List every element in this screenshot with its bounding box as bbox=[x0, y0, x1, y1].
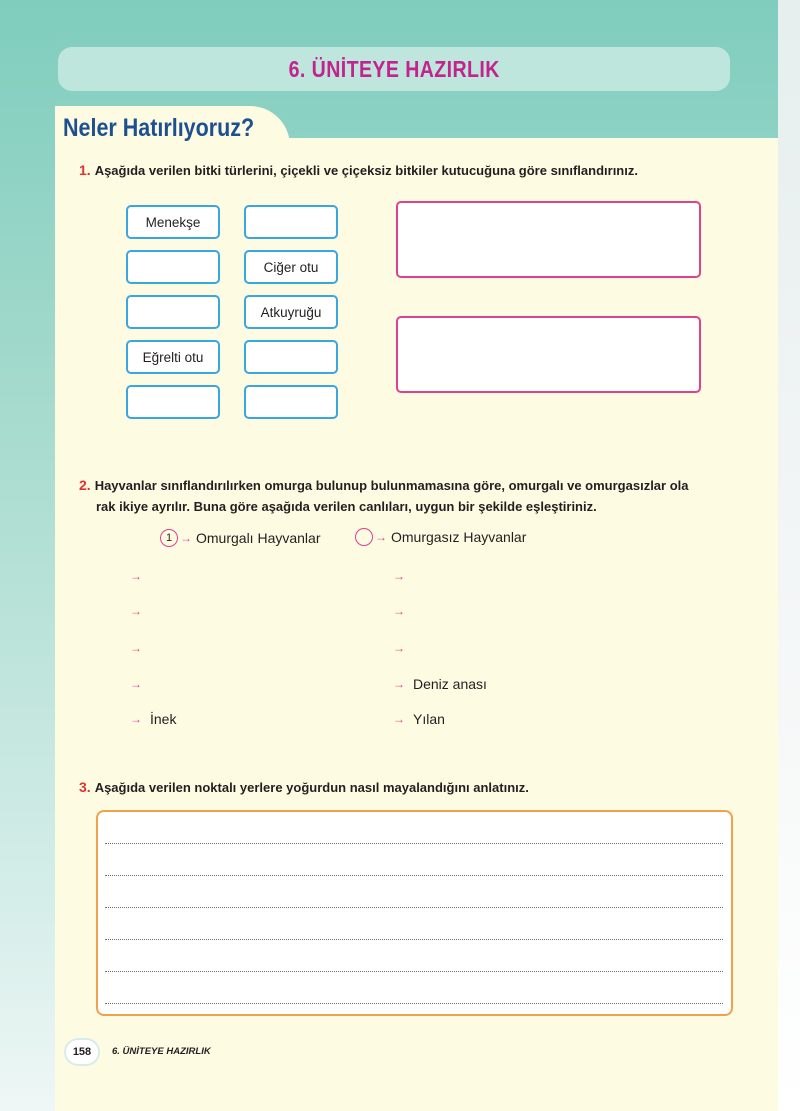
invertebrate-item[interactable] bbox=[393, 638, 413, 658]
title-bar bbox=[58, 47, 730, 91]
plant-box-c1-2[interactable] bbox=[126, 250, 220, 284]
dotted-answer-line[interactable] bbox=[105, 843, 723, 844]
nonflowering-plants-box[interactable] bbox=[396, 316, 701, 393]
plant-box-c2-1[interactable] bbox=[244, 205, 338, 239]
question-3-number: 3. bbox=[79, 779, 91, 795]
question-2-text-line2: rak ikiye ayrılır. Buna göre aşağıda verilen canlıları, uygun bir şekilde eşleştiriniz. bbox=[96, 499, 597, 514]
plant-box-c1-5[interactable] bbox=[126, 385, 220, 419]
plant-box-c1-3[interactable] bbox=[126, 295, 220, 329]
arrow-icon: → bbox=[393, 641, 405, 655]
answer-writing-box[interactable] bbox=[96, 810, 733, 1016]
arrow-icon: → bbox=[130, 677, 142, 691]
plant-box-c2-4[interactable] bbox=[244, 340, 338, 374]
plant-box-c2-2: Ciğer otu bbox=[244, 250, 338, 284]
question-1-number: 1. bbox=[79, 162, 91, 178]
vertebrates-heading-row bbox=[160, 529, 321, 547]
plant-box-c1-4: Eğrelti otu bbox=[126, 340, 220, 374]
question-3 bbox=[79, 777, 529, 798]
vertebrate-item[interactable] bbox=[130, 601, 150, 621]
dotted-answer-line[interactable] bbox=[105, 971, 723, 972]
vertebrates-number-circle: 1 bbox=[160, 529, 178, 547]
plant-box-c2-5[interactable] bbox=[244, 385, 338, 419]
arrow-icon: → bbox=[130, 604, 142, 618]
right-margin bbox=[778, 0, 800, 1111]
invertebrate-item-label: Deniz anası bbox=[413, 676, 487, 692]
invertebrate-item[interactable] bbox=[393, 601, 413, 621]
invertebrates-heading: Omurgasız Hayvanlar bbox=[391, 529, 527, 545]
page-number: 158 bbox=[66, 1040, 98, 1064]
arrow-icon: → bbox=[393, 677, 405, 691]
question-2-text-line1: Hayvanlar sınıflandırılırken omurga bulunup bulunmamasına göre, omurgalı ve omurgasızlar ola bbox=[94, 478, 689, 493]
arrow-icon: → bbox=[393, 712, 405, 726]
vertebrate-item-label: İnek bbox=[150, 711, 177, 727]
dotted-answer-line[interactable] bbox=[105, 1003, 723, 1004]
dotted-answer-line[interactable] bbox=[105, 907, 723, 908]
left-margin-gradient bbox=[0, 0, 55, 1111]
invertebrate-item[interactable] bbox=[393, 566, 413, 586]
vertebrates-heading: Omurgalı Hayvanlar bbox=[196, 530, 321, 546]
page-title: 6. ÜNİTEYE HAZIRLIK bbox=[288, 55, 500, 82]
arrow-icon: → bbox=[130, 569, 142, 583]
plant-box-c2-3: Atkuyruğu bbox=[244, 295, 338, 329]
question-1 bbox=[79, 160, 638, 181]
invertebrate-item-label: Yılan bbox=[413, 711, 445, 727]
question-2 bbox=[79, 475, 739, 496]
footer-title: 6. ÜNİTEYE HAZIRLIK bbox=[112, 1046, 211, 1057]
invertebrate-item bbox=[393, 709, 445, 729]
vertebrate-item[interactable] bbox=[130, 674, 150, 694]
flowering-plants-box[interactable] bbox=[396, 201, 701, 278]
arrow-icon: → bbox=[375, 530, 387, 544]
invertebrates-number-circle[interactable] bbox=[355, 528, 373, 546]
question-2-number: 2. bbox=[79, 477, 91, 493]
vertebrate-item[interactable] bbox=[130, 566, 150, 586]
vertebrate-item[interactable] bbox=[130, 638, 150, 658]
arrow-icon: → bbox=[130, 712, 142, 726]
arrow-icon: → bbox=[130, 641, 142, 655]
dotted-answer-line[interactable] bbox=[105, 875, 723, 876]
question-1-text: Aşağıda verilen bitki türlerini, çiçekli ve çiçeksiz bitkiler kutucuğuna göre sınıflandırınız. bbox=[94, 163, 638, 178]
vertebrate-item bbox=[130, 709, 176, 729]
arrow-icon: → bbox=[393, 569, 405, 583]
arrow-icon: → bbox=[393, 604, 405, 618]
invertebrate-item bbox=[393, 674, 487, 694]
question-3-text: Aşağıda verilen noktalı yerlere yoğurdun nasıl mayalandığını anlatınız. bbox=[94, 780, 529, 795]
section-title: Neler Hatırlıyoruz? bbox=[63, 114, 255, 142]
dotted-answer-line[interactable] bbox=[105, 939, 723, 940]
plant-box-c1-1: Menekşe bbox=[126, 205, 220, 239]
arrow-icon: → bbox=[180, 531, 192, 545]
invertebrates-heading-row bbox=[355, 528, 526, 546]
